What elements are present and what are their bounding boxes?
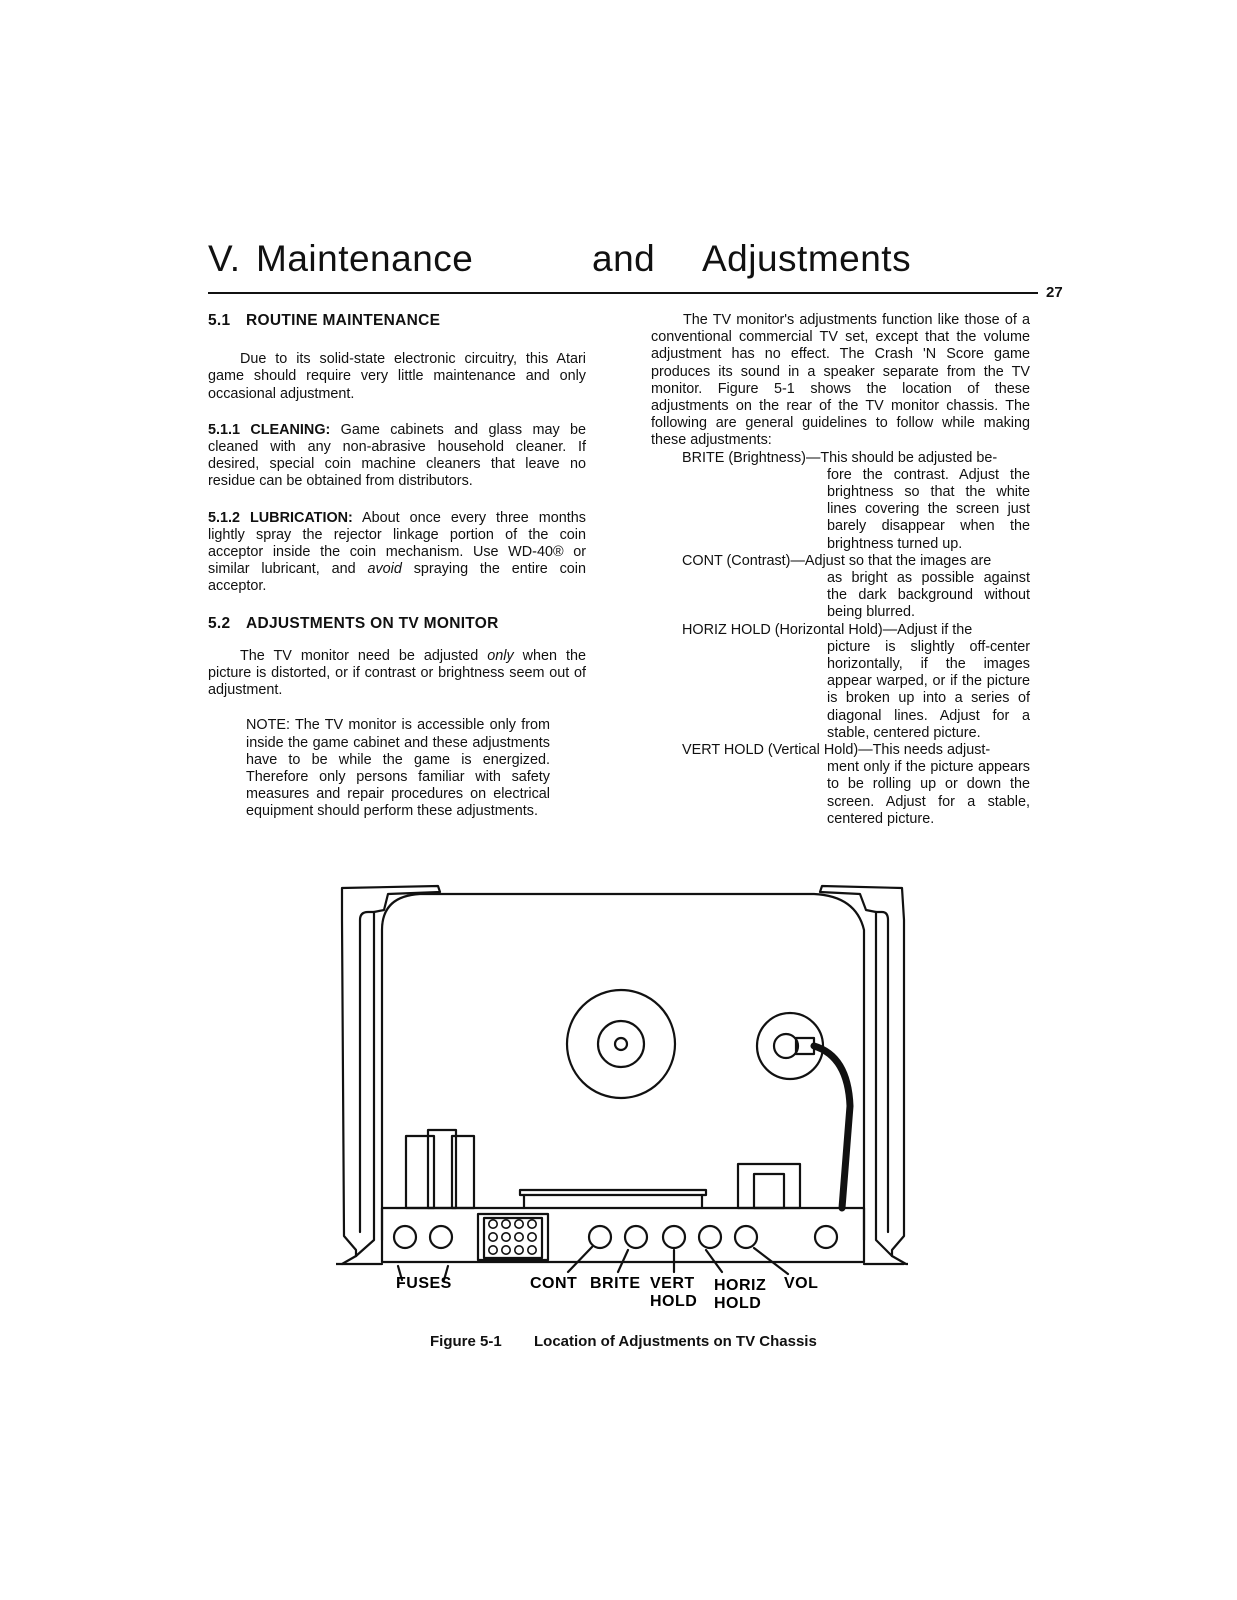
fuse-1 (394, 1226, 416, 1248)
lubrication-text: About once every three months lightly spray the rejector linkage portion of the coin acceptor inside the coin mechanism. Use WD-40® or similar lubricant, and (208, 509, 586, 578)
vert-label: VERT (650, 1275, 695, 1292)
adjustment-term: BRITE (Brightness)—This should be adjusted be- (682, 449, 998, 466)
tv-adjust-paragraph (208, 648, 586, 700)
tv-adjust-text: The TV monitor need be adjusted (240, 647, 488, 664)
chapter-title-word: and (592, 238, 656, 279)
left-component (406, 1136, 434, 1208)
adjustment-item-brite (651, 450, 1030, 553)
cont-label: CONT (530, 1275, 578, 1292)
adjustment-item-cont (651, 553, 1030, 622)
right-column (651, 312, 1030, 828)
vert-hold-label: HOLD (650, 1293, 698, 1310)
figure-caption-text: Location of Adjustments on TV Chassis (534, 1333, 817, 1350)
left-column (208, 312, 586, 821)
brite-knob (625, 1226, 647, 1248)
section-heading-5-2 (208, 615, 586, 632)
chapter-title-word: Maintenance (256, 238, 474, 279)
fuse-2 (430, 1226, 452, 1248)
figure-caption (430, 1333, 817, 1350)
horiz-label: HORIZ (714, 1277, 767, 1294)
tv-chassis-figure (336, 880, 908, 1320)
fuses-label: FUSES (396, 1275, 452, 1292)
lubrication-emphasis: avoid (367, 561, 402, 578)
header-rule (208, 292, 1038, 294)
brite-label: BRITE (590, 1275, 641, 1292)
cleaning-text: Game cabinets and glass may be cleaned with any non-abrasive household cleaner. If desired, special coin machine cleaners that leave no residue can be obtained from distributors. (208, 421, 587, 490)
adjustment-item-vert-hold (651, 742, 1030, 828)
tv-adjust-text-end: when the picture is distorted, or if contrast or brightness seem out of adjustment. (208, 647, 587, 699)
adjustment-description: fore the contrast. Adjust the brightness so that the white lines covering the screen just barely disappear when the brightness turned up. (827, 466, 1030, 552)
flyback-transformer (738, 1164, 800, 1208)
yoke-mid (598, 1021, 644, 1067)
monitor-intro-paragraph: The TV monitor's adjustments function like those of a conventional commercial TV set, except that the volume adjustment has no effect. The Crash 'N Score game produces its sound in a speaker separate from the TV monitor. Figure 5-1 shows the location of these adjustments on the rear of the TV monitor chassis. The following are general guidelines to follow while making these adjustments: (651, 312, 1030, 449)
adjustment-description: as bright as possible against the dark background without being blurred. (827, 570, 1030, 621)
cleaning-paragraph (208, 422, 586, 491)
section-title: ROUTINE MAINTENANCE (246, 312, 441, 329)
vol-knob (735, 1226, 757, 1248)
vol-label: VOL (784, 1275, 819, 1292)
adjustment-item-horiz-hold (651, 622, 1030, 742)
lubrication-heading: 5.1.2 LUBRICATION: (208, 509, 353, 526)
yoke-outer (567, 990, 675, 1098)
tv-adjust-emphasis: only (487, 647, 514, 664)
section-number: 5.2 (208, 614, 231, 632)
adjustment-description: ment only if the picture appears to be rolling up or down the screen. Adjust for a stable, centered picture. (827, 759, 1030, 827)
left-bracket (342, 886, 440, 1256)
figure-number: Figure 5-1 (430, 1333, 502, 1350)
spare-knob (815, 1226, 837, 1248)
routine-maintenance-paragraph: Due to its solid-state electronic circuitry, this Atari game should require very little maintenance and only occasional adjustment. (208, 351, 586, 402)
adjustment-description: picture is slightly off-center horizontally, if the images appear warped, or if the picture is broken up into a series of diagonal lines. Adjust for a stable, centered picture. (827, 638, 1030, 741)
section-number: 5.1 (208, 312, 231, 329)
section-heading-5-1 (208, 312, 586, 329)
chapter-title (208, 238, 911, 280)
hv-cable (814, 1046, 850, 1208)
section-title: ADJUSTMENTS ON TV MONITOR (246, 614, 499, 632)
adjustment-term: CONT (Contrast)—Adjust so that the images are (682, 552, 992, 569)
page-number: 27 (1046, 284, 1063, 301)
safety-note: NOTE: The TV monitor is accessible only from inside the game cabinet and these adjustments have to be while the game is energized. Therefore only persons familiar with safety measures and repair procedures on electrical equipment should perform these adjustments. (246, 717, 550, 820)
vert-hold-knob (663, 1226, 685, 1248)
chassis-base (382, 1208, 864, 1262)
pcb-rail (520, 1190, 706, 1195)
lubrication-paragraph (208, 510, 586, 596)
horiz-hold-label: HOLD (714, 1295, 762, 1312)
chapter-title-word: Adjustments (702, 238, 912, 279)
adjustment-term: HORIZ HOLD (Horizontal Hold)—Adjust if the (682, 621, 973, 638)
chapter-title-word: V. (208, 238, 241, 279)
lubrication-text-end: spraying the entire coin acceptor. (208, 561, 586, 595)
cleaning-heading: 5.1.1 CLEANING: (208, 421, 331, 438)
horiz-hold-knob (699, 1226, 721, 1248)
right-bracket (820, 886, 904, 1256)
adjustment-term: VERT HOLD (Vertical Hold)—This needs adjust- (682, 742, 991, 759)
yoke-inner (615, 1038, 627, 1050)
cont-knob (589, 1226, 611, 1248)
